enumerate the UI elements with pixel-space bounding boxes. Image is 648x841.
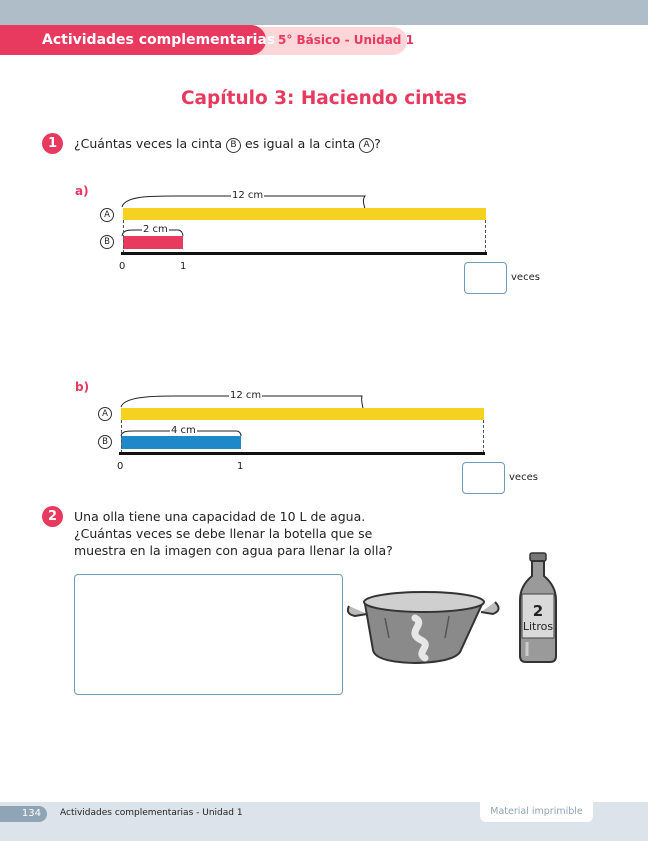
page-title: Capítulo 3: Haciendo cintas	[180, 88, 468, 109]
grade-unit-label: 5° Básico - Unidad 1	[278, 33, 414, 47]
section-title: Actividades complementarias	[42, 32, 276, 48]
question-1-text: ¿Cuántas veces la cinta B es igual a la cinta A ?	[74, 136, 381, 151]
printable-tag: Material imprimible	[480, 802, 593, 822]
question-2-answer-box[interactable]	[74, 574, 343, 695]
bottle-illustration	[517, 552, 559, 664]
part-b-number-line	[119, 452, 485, 455]
bottle-number: 2	[532, 602, 544, 620]
part-b-tape-a-marker: A	[98, 407, 112, 421]
part-a-tape-a-marker: A	[100, 208, 114, 222]
part-b-tape-b-length: 4 cm	[171, 425, 196, 436]
bottle-unit: Litros	[522, 620, 554, 633]
question-2-line-1: Una olla tiene una capacidad de 10 L de agua.	[74, 509, 366, 524]
part-a-tape-b-marker: B	[100, 235, 114, 249]
part-b-tick-1: 1	[237, 461, 244, 472]
part-a-tape-a-length: 12 cm	[232, 190, 264, 201]
part-b-tape-a-length: 12 cm	[230, 390, 262, 401]
part-a-tick-1: 1	[180, 261, 187, 272]
part-a-unit: veces	[511, 272, 540, 283]
part-b-unit: veces	[509, 472, 538, 483]
question-2-line-2: ¿Cuántas veces se debe llenar la botella que se	[74, 526, 373, 541]
part-a-label: a)	[75, 184, 89, 198]
part-b-label: b)	[75, 380, 90, 394]
question-2-line-3: muestra en la imagen con agua para llenar la olla?	[74, 543, 393, 558]
part-a-tick-0: 0	[119, 261, 126, 272]
page-number: 134	[0, 806, 47, 822]
part-b-tape-b-marker: B	[98, 435, 112, 449]
part-b-end-line	[483, 420, 484, 453]
footer-text: Actividades complementarias - Unidad 1	[60, 808, 243, 818]
part-a-tape-b-length: 2 cm	[143, 224, 168, 235]
tape-a-marker: A	[359, 138, 374, 153]
question-number-1: 1	[42, 133, 63, 154]
tape-b-marker: B	[226, 138, 241, 153]
part-b-start-line	[121, 420, 122, 453]
pot-illustration	[345, 588, 505, 668]
part-b-answer-box[interactable]	[462, 462, 505, 494]
question-number-2: 2	[42, 506, 63, 527]
part-b-tape-b	[121, 436, 241, 449]
part-b-tape-a	[121, 408, 484, 420]
part-b-tick-0: 0	[117, 461, 124, 472]
